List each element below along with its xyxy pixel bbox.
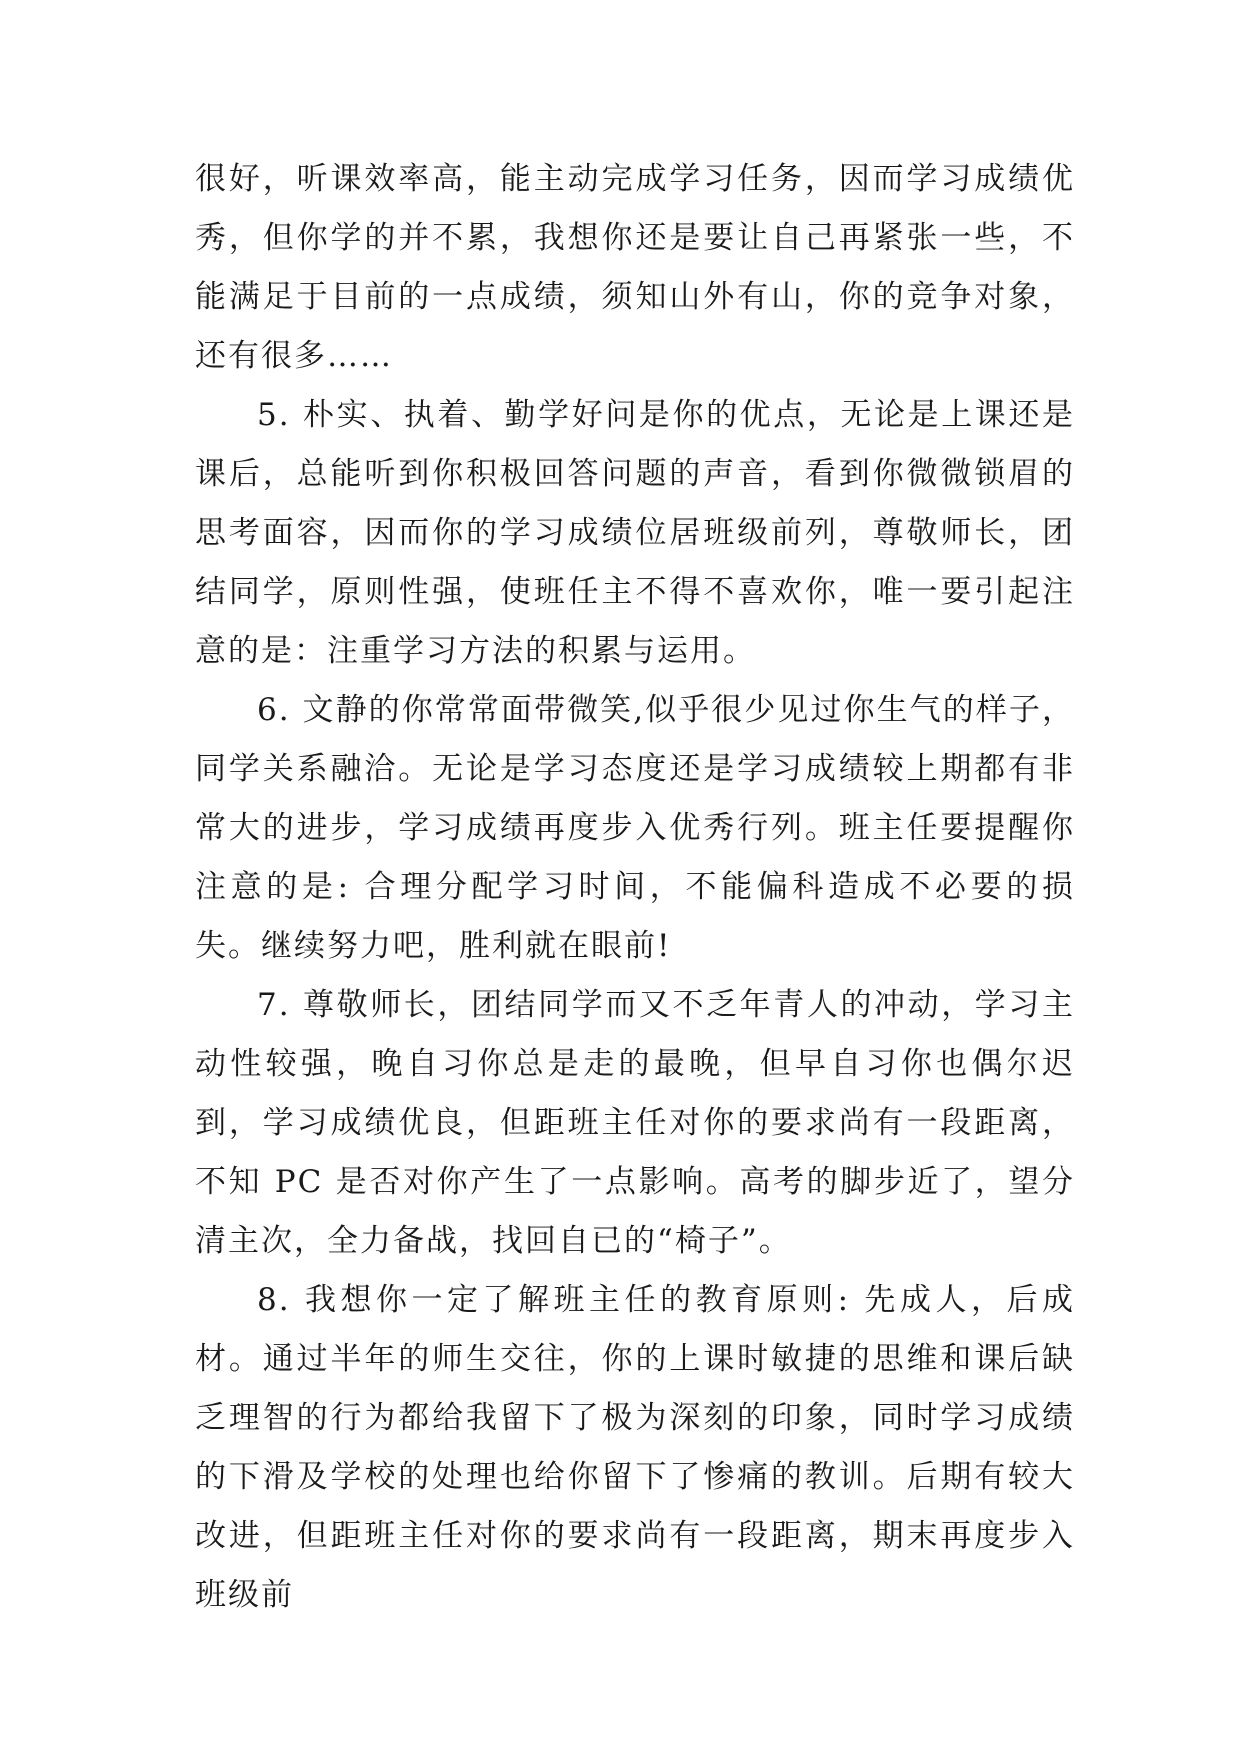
paragraph-item-6: 6. 文静的你常常面带微笑,似乎很少见过你生气的样子，同学关系融洽。无论是学习态度还是学习成绩较上期都有非常大的进步，学习成绩再度步入优秀行列。班主任要提醒你注意的是: 合理分配学习时间，不能偏科造成不必要的损失。继续努力吧，胜利就在眼前! xyxy=(195,692,1075,964)
paragraph-continuation: 很好，听课效率高，能主动完成学习任务，因而学习成绩优秀，但你学的并不累，我想你还是要让自己再紧张一些，不能满足于目前的一点成绩，须知山外有山，你的竞争对象，还有很多…… xyxy=(195,161,1075,374)
paragraph-item-7: 7. 尊敬师长，团结同学而又不乏年青人的冲动，学习主动性较强，晚自习你总是走的最晚，但早自习你也偶尔迟到，学习成绩优良，但距班主任对你的要求尚有一段距离，不知 PC 是否对你产生了一点影响。高考的脚步近了，望分清主次，全力备战，找回自已的“椅子”。 xyxy=(195,987,1075,1259)
paragraph-item-5: 5. 朴实、执着、勤学好问是你的优点，无论是上课还是课后，总能听到你积极回答问题的声音，看到你微微锁眉的思考面容，因而你的学习成绩位居班级前列，尊敬师长，团结同学，原则性强，使班任主不得不喜欢你，唯一要引起注意的是：注重学习方法的积累与运用。 xyxy=(195,397,1075,669)
paragraph-item-8: 8. 我想你一定了解班主任的教育原则: 先成人，后成材。通过半年的师生交往，你的上课时敏捷的思维和课后缺乏理智的行为都给我留下了极为深刻的印象，同时学习成绩的下滑及学校的处理也给你留下了惨痛的教训。后期有较大改进，但距班主任对你的要求尚有一段距离，期末再度步入班级前 xyxy=(195,1282,1075,1613)
document-body xyxy=(195,150,1075,1625)
